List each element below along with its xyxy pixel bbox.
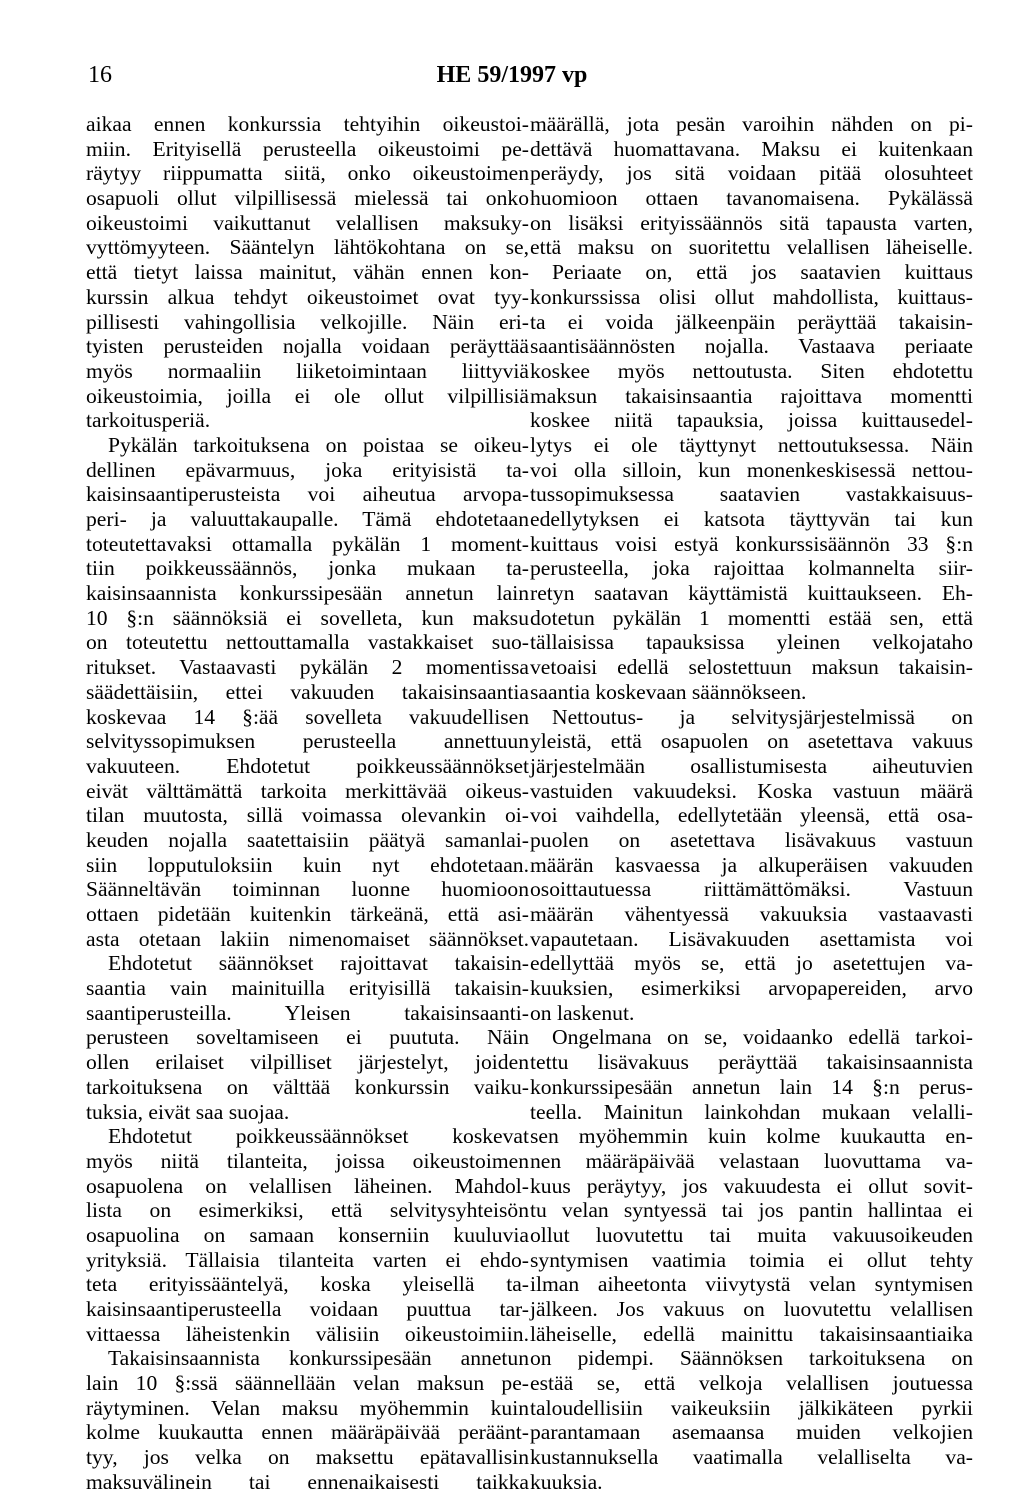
text-line: vittaessa läheistenkin välisiin oikeustoimiin.: [86, 1321, 529, 1346]
text-line: nen määräpäivää velastaan luovuttama va-: [530, 1148, 973, 1173]
text-line: aikaa ennen konkurssia tehtyihin oikeustoi-: [86, 112, 529, 136]
text-line: järjestelmään osallistumisesta aiheutuvien: [530, 753, 973, 778]
text-line: konkurssipesään annetun lain 14 §:n perus-: [530, 1074, 973, 1099]
text-line: että tietyt laissa mainitut, vähän ennen kon-: [86, 260, 529, 285]
text-line: tilan muutosta, sillä voimassa olevankin oi-: [86, 803, 529, 828]
text-line: Ongelmana on se, voidaanko edellä tarkoi-: [552, 1025, 973, 1050]
text-line: saantia vain mainituilla erityisillä takaisin-: [86, 976, 529, 1001]
text-line: kolme kuukautta ennen määräpäivää peräänt-: [86, 1420, 529, 1445]
text-line: säädettäisiin, ettei vakuuden takaisinsaantia: [86, 679, 529, 704]
document-id: HE 59/1997 vp: [436, 62, 588, 88]
text-line: kuuksien, esimerkiksi arvopapereiden, arvo: [530, 976, 973, 1001]
text-line: Pykälän tarkoituksena on poistaa se oikeu-: [108, 432, 529, 457]
text-line: toteutettavaksi ottamalla pykälän 1 moment-: [86, 531, 529, 556]
text-line: koskee myös nettoutusta. Siten ehdotettu: [530, 358, 973, 383]
text-line: räytyy riippumatta siitä, onko oikeustoimen: [86, 161, 529, 186]
text-line: tarkoituksena on välttää konkurssin vaiku-: [86, 1074, 529, 1099]
text-line: tu velan syntyessä tai jos pantin hallintaa ei: [530, 1198, 973, 1223]
text-line: räytyminen. Velan maksu myöhemmin kuin: [86, 1395, 529, 1420]
text-line: tussopimuksessa saatavien vastakkaisuus-: [530, 482, 973, 507]
text-line: koskee niitä tapauksia, joissa kuittausedel-: [530, 408, 973, 433]
text-line: kuittaus voisi estyä konkurssisäännön 33 §:n: [530, 531, 973, 556]
text-line: taloudellisiin vaikeuksiin jälkikäteen pyrkii: [530, 1395, 973, 1420]
text-line: teta erityissääntelyä, koska yleisellä ta-: [86, 1272, 529, 1297]
page-header: [0, 62, 1024, 96]
text-line: myös niitä tilanteita, joissa oikeustoimen: [86, 1148, 529, 1173]
text-line: yrityksiä. Tällaisia tilanteita varten ei ehdo-: [86, 1247, 529, 1272]
text-line: ilman aiheetonta viivytystä velan syntymisen: [530, 1272, 973, 1297]
text-line: konkurssissa olisi ollut mahdollista, kuittaus-: [530, 284, 973, 309]
text-line: Säänneltävän toiminnan luonne huomioon: [86, 877, 529, 902]
text-line: on toteutettu nettouttamalla vastakkaiset suo-: [86, 630, 529, 655]
text-line: saantiperusteilla. Yleisen takaisinsaanti-: [86, 1000, 529, 1025]
text-line: oikeustoimia, joilla ei ole ollut vilpillisiä: [86, 383, 529, 408]
text-line: siin lopputuloksiin kuin nyt ehdotetaan.: [86, 852, 529, 877]
text-line: vetoaisi edellä selostettuun maksun takaisin-: [530, 655, 973, 680]
text-line: ollen erilaiset vilpilliset järjestelyt, joiden: [86, 1050, 529, 1075]
text-line: pillisesti vahingollisia velkojille. Näin eri-: [86, 309, 529, 334]
text-line: osapuolina on samaan konserniin kuuluvia: [86, 1222, 529, 1247]
text-line: puolen on asetettava lisävakuus vastuun: [530, 827, 973, 852]
text-line: lain 10 §:ssä säännellään velan maksun pe-: [86, 1371, 529, 1396]
text-line: tettu lisävakuus peräyttää takaisinsaannista: [530, 1050, 973, 1075]
text-line: asta otetaan lakiin nimenomaiset säännökset.: [86, 926, 529, 951]
text-line: että maksu on suoritettu velallisen läheiselle.: [530, 235, 973, 260]
text-line: edellytyksen ei katsota täyttyvän tai kun: [530, 507, 973, 531]
text-line: huomioon ottaen tavanomaisena. Pykälässä: [530, 186, 973, 211]
text-line: vapautetaan. Lisävakuuden asettamista voi: [530, 926, 973, 951]
text-line: yleistä, että osapuolen on asetettava vakuus: [530, 729, 973, 754]
text-line: estää se, että velkoja velallisen joutuessa: [530, 1371, 973, 1396]
text-line: maksun takaisinsaantia rajoittava momentti: [530, 383, 973, 408]
text-line: osoittautuessa riittämättömäksi. Vastuun: [530, 877, 973, 902]
page-number: 16: [88, 62, 112, 88]
text-line: lista on esimerkiksi, että selvitysyhteisön: [86, 1198, 529, 1223]
text-line: jälkeen. Jos vakuus on luovutettu velallisen: [530, 1297, 973, 1321]
text-line: selvityssopimuksen perusteella annettuun: [86, 729, 529, 754]
text-line: ta ei voida jälkeenpäin peräyttää takaisin-: [530, 309, 973, 334]
text-line: on lisäksi erityissäännös sitä tapausta varten,: [530, 210, 973, 235]
text-line: perusteella, joka rajoittaa kolmannelta siir-: [530, 556, 973, 581]
text-line: teella. Mainitun lainkohdan mukaan velalli-: [530, 1099, 973, 1124]
text-line: dotetun pykälän 1 momentti estää sen, että: [530, 605, 973, 630]
text-line: dellinen epävarmuus, joka erityisistä ta-: [86, 457, 529, 482]
text-line: osapuolena on velallisen läheinen. Mahdol-: [86, 1173, 529, 1198]
text-line: dettävä huomattavana. Maksu ei kuitenkaan: [530, 136, 973, 161]
text-line: määrän vähentyessä vakuuksia vastaavasti: [530, 902, 973, 926]
text-line: kuus peräytyy, jos vakuudesta ei ollut sovit-: [530, 1173, 973, 1198]
text-line: myös normaaliin liiketoimintaan liittyviä: [86, 358, 529, 383]
text-line: määrällä, jota pesän varoihin nähden on pi-: [530, 112, 973, 136]
text-line: koskevaa 14 §:ää sovelleta vakuudellisen: [86, 704, 529, 729]
text-line: vakuuteen. Ehdotetut poikkeussäännökset: [86, 753, 529, 778]
text-line: Periaate on, että jos saatavien kuittaus: [552, 260, 973, 285]
text-line: Ehdotetut poikkeussäännökset koskevat: [108, 1124, 529, 1149]
text-line: ritukset. Vastaavasti pykälän 2 momentissa: [86, 655, 529, 680]
text-line: kustannuksella vaatimalla velalliselta va-: [530, 1445, 973, 1470]
left-text-column: [86, 112, 529, 1495]
right-text-column: [530, 112, 973, 1495]
text-line: kurssin alkua tehdyt oikeustoimet ovat tyy-: [86, 284, 529, 309]
text-line: vastuiden vakuudeksi. Koska vastuun määrä: [530, 778, 973, 803]
text-line: tarkoitusperiä.: [86, 408, 211, 433]
text-line: oikeustoimi vaikuttanut velallisen maksuky-: [86, 210, 529, 235]
text-line: tyy, jos velka on maksettu epätavallisin: [86, 1445, 529, 1470]
text-line: perusteen soveltamiseen ei puututa. Näin: [86, 1025, 529, 1050]
text-line: kaisinsaannista konkurssipesään annetun lain: [86, 581, 529, 606]
text-line: saantisäännösten nojalla. Vastaava periaate: [530, 334, 973, 359]
text-line: eivät välttämättä tarkoita merkittävää oikeus-: [86, 778, 529, 803]
text-line: sen myöhemmin kuin kolme kuukautta en-: [530, 1124, 973, 1149]
text-line: tiin poikkeussäännös, jonka mukaan ta-: [86, 556, 529, 581]
text-line: syntymisen vaatimia toimia ei ollut tehty: [530, 1247, 973, 1272]
text-line: osapuoli ollut vilpillisessä mielessä tai onko: [86, 186, 529, 211]
text-line: Ehdotetut säännökset rajoittavat takaisin-: [108, 951, 529, 976]
text-line: miin. Erityisellä perusteella oikeustoimi pe-: [86, 136, 529, 161]
text-line: tuksia, eivät saa suojaa.: [86, 1099, 290, 1124]
text-line: parantamaan asemaansa muiden velkojien: [530, 1420, 973, 1445]
text-line: voi olla silloin, kun monenkeskisessä nettou-: [530, 457, 973, 482]
text-line: Takaisinsaannista konkurssipesään annetun: [108, 1346, 529, 1371]
text-line: tyisten perusteiden nojalla voidaan peräyttää: [86, 334, 529, 359]
text-line: lytys ei ole täyttynyt nettoutuksessa. Näin: [530, 432, 973, 457]
text-line: vyttömyyteen. Sääntelyn lähtökohtana on se,: [86, 235, 529, 260]
text-line: keuden nojalla saatettaisiin päätyä samanlai-: [86, 827, 529, 852]
text-line: peräydy, jos sitä voidaan pitää olosuhteet: [530, 161, 973, 186]
text-line: on pidempi. Säännöksen tarkoituksena on: [530, 1346, 973, 1371]
text-line: peri- ja valuuttakaupalle. Tämä ehdotetaan: [86, 507, 529, 531]
text-line: edellyttää myös se, että jo asetettujen va-: [530, 951, 973, 976]
text-line: läheiselle, edellä mainittu takaisinsaantiaika: [530, 1321, 973, 1346]
text-line: kuuksia.: [530, 1469, 603, 1494]
text-line: tällaisissa tapauksissa yleinen velkojataho: [530, 630, 973, 655]
text-line: kaisinsaantiperusteella voidaan puuttua tar-: [86, 1297, 529, 1321]
text-line: saantia koskevaan säännökseen.: [530, 679, 807, 704]
text-line: on laskenut.: [530, 1000, 635, 1025]
text-line: maksuvälinein tai ennenaikaisesti taikka: [86, 1469, 529, 1494]
text-line: määrän kasvaessa ja alkuperäisen vakuuden: [530, 852, 973, 877]
text-line: ottaen pidetään kuitenkin tärkeänä, että asi-: [86, 902, 529, 926]
text-line: ollut luovutettu tai muita vakuusoikeuden: [530, 1222, 973, 1247]
text-line: retyn saatavan käyttämistä kuittaukseen. Eh-: [530, 581, 973, 606]
text-line: 10 §:n säännöksiä ei sovelleta, kun maksu: [86, 605, 529, 630]
text-line: kaisinsaantiperusteista voi aiheutua arvopa-: [86, 482, 529, 507]
text-line: voi vaihdella, edellytetään yleensä, että osa-: [530, 803, 973, 828]
text-line: Nettoutus- ja selvitysjärjestelmissä on: [552, 704, 973, 729]
